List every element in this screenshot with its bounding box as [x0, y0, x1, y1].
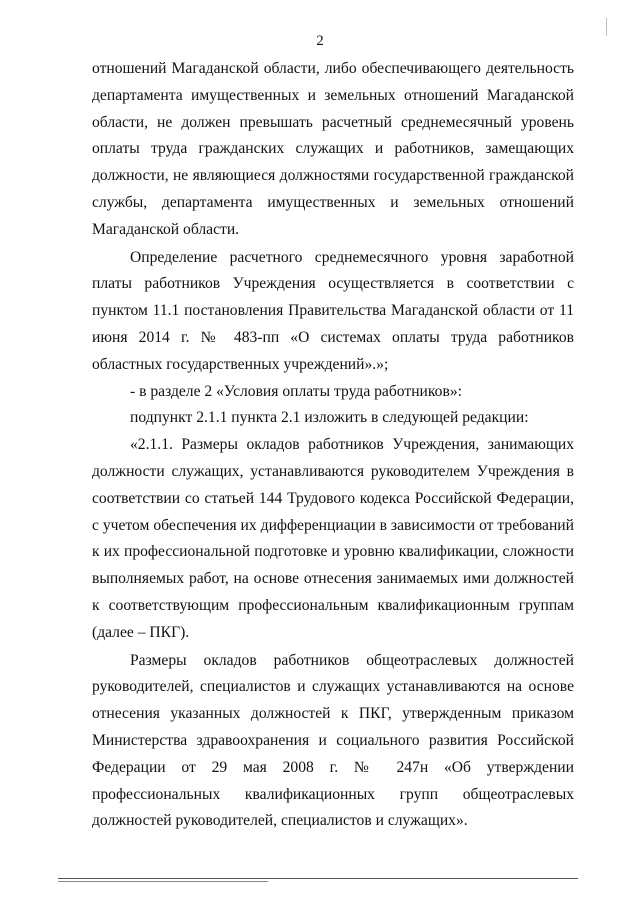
paragraph-subclause-instruction: подпункт 2.1.1 пункта 2.1 изложить в следующей редакции:	[130, 409, 529, 427]
footer-rule	[58, 878, 578, 879]
paragraph-section-2-heading: - в разделе 2 «Условия оплаты труда работников»:	[130, 382, 462, 400]
footer-rule-secondary	[58, 881, 268, 882]
paragraph-continuation: отношений Магаданской области, либо обеспечивающего деятельность департамента имущественных и земельных отношений Магаданской области, не должен превышать расчетный среднемесячный уровень оплаты труда гражданских служащих и работников, замещающих должности, не являющиеся должностями государственной гражданской службы, департамента имущественных и земельных отношений Магаданской области.	[92, 60, 574, 238]
paragraph-salary-determination: Определение расчетного среднемесячного уровня заработной платы работников Учреждения осуществляется в соответствии с пунктом 11.1 постановления Правительства Магаданской области от 11 июня 2014 г. № 483-пп «О системах оплаты труда работников областных государственных учреждений».»;	[92, 248, 574, 373]
document-body	[92, 56, 574, 835]
paragraph-clause-2-1-1: «2.1.1. Размеры окладов работников Учреждения, занимающих должности служащих, устанавливаются руководителем Учреждения в соответствии со статьей 144 Трудового кодекса Российской Федерации, с учетом обеспечения их дифференциации в зависимости от требований к их профессиональной подготовке и уровню квалификации, сложности выполняемых работ, на основе отнесения занимаемых ими должностей к соответствующим профессиональным квалификационным группам (далее – ПКГ).	[92, 436, 574, 641]
page-number: 2	[316, 33, 324, 49]
paragraph-salary-sizes: Размеры окладов работников общеотраслевых должностей руководителей, специалистов и служащих устанавливаются на основе отнесения указанных должностей к ПКГ, утвержденным приказом Министерства здравоохранения и социального развития Российской Федерации от 29 мая 2008 г. № 247н «Об утверждении профессиональных квалификационных групп общеотраслевых должностей руководителей, специалистов и служащих».	[92, 651, 574, 830]
